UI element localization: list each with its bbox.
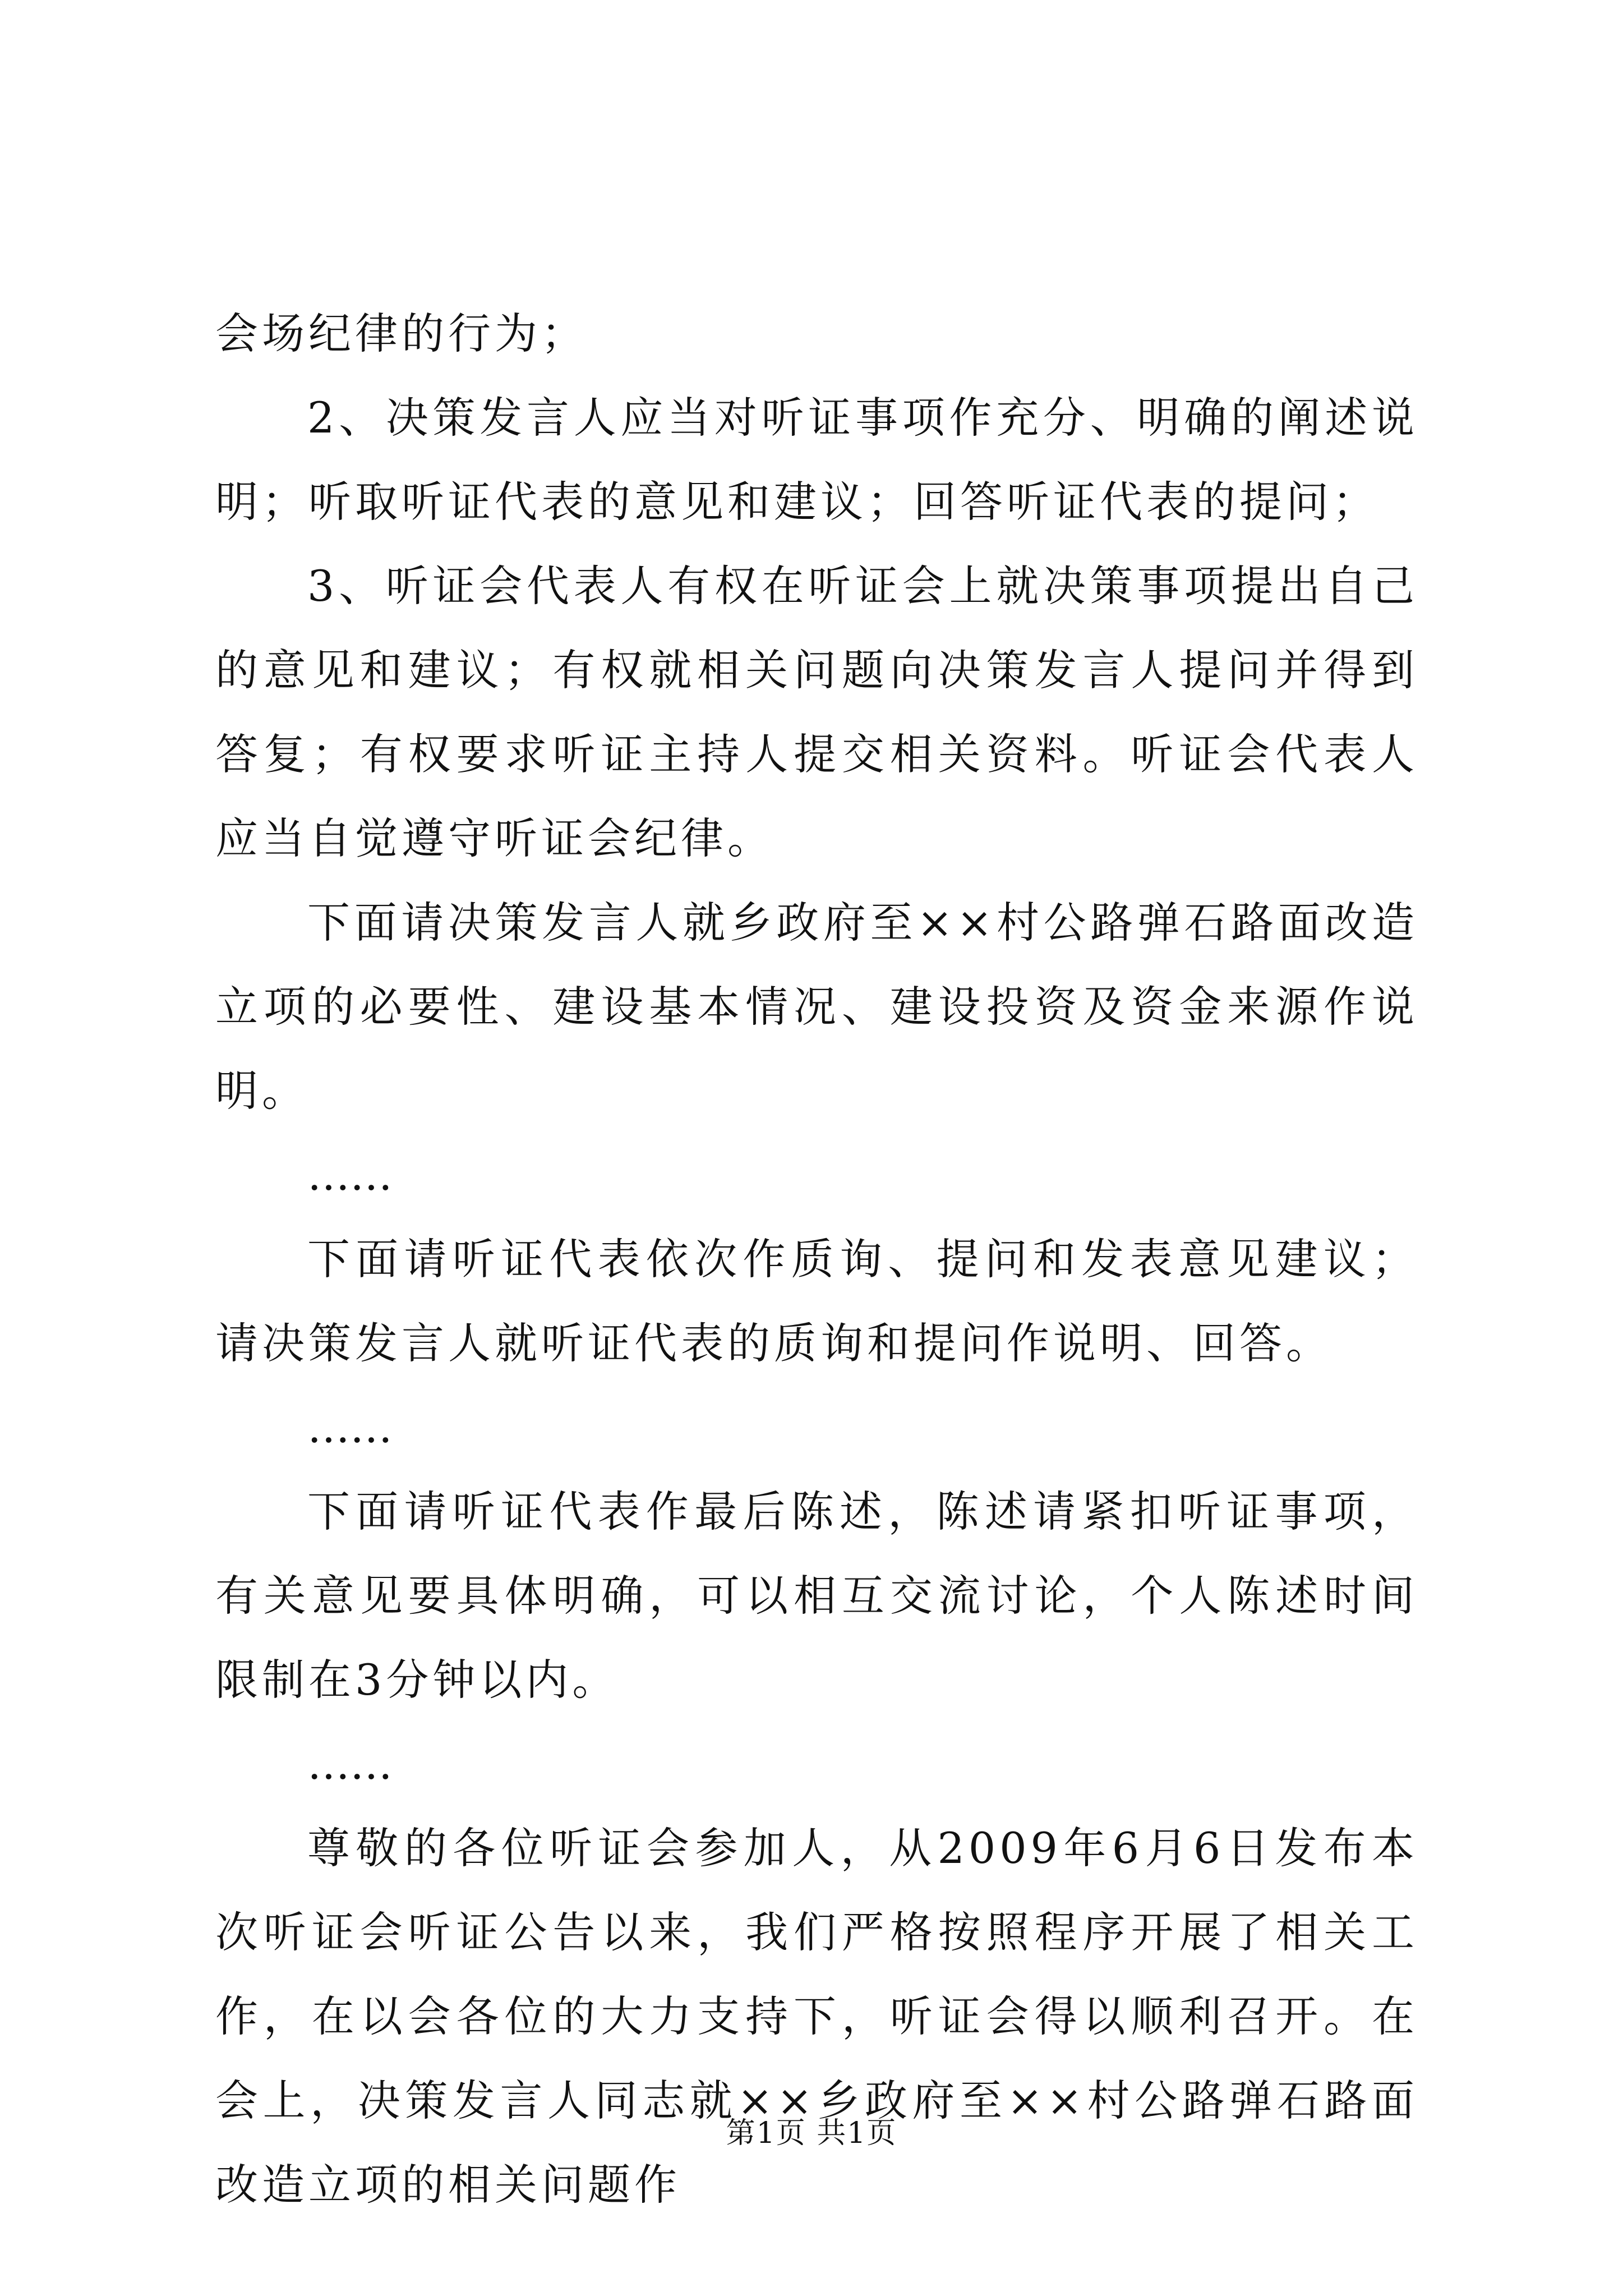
document-body [215,292,1418,2227]
paragraph: 下面请听证代表作最后陈述，陈述请紧扣听证事项，有关意见要具体明确，可以相互交流讨论，个人陈述时间限制在3分钟以内。 [215,1487,1418,1705]
paragraph: 2、决策发言人应当对听证事项作充分、明确的阐述说明；听取听证代表的意见和建议；回答听证代表的提问； [215,393,1418,527]
ellipsis-line: …… [307,1402,393,1452]
paragraph: 尊敬的各位听证会参加人，从2009年6月6日发布本次听证会听证公告以来，我们严格按照程序开展了相关工作，在以会各位的大力支持下，听证会得以顺利召开。在会上，决策发言人同志就××乡政府至××村公路弹石路面改造立项的相关问题作 [215,1823,1418,2210]
paragraph: 会场纪律的行为； [215,309,588,358]
ellipsis-line: …… [307,1739,393,1789]
ellipsis-line: …… [307,1150,393,1200]
page-footer: 第1页 共1页 [726,2116,897,2150]
paragraph: 下面请决策发言人就乡政府至××村公路弹石路面改造立项的必要性、建设基本情况、建设投资及资金来源作说明。 [215,898,1418,1116]
paragraph: 下面请听证代表依次作质询、提问和发表意见建议；请决策发言人就听证代表的质询和提问作说明、回答。 [215,1234,1418,1368]
paragraph: 3、听证会代表人有权在听证会上就决策事项提出自己的意见和建议；有权就相关问题向决策发言人提问并得到答复；有权要求听证主持人提交相关资料。听证会代表人应当自觉遵守听证会纪律。 [215,561,1418,863]
